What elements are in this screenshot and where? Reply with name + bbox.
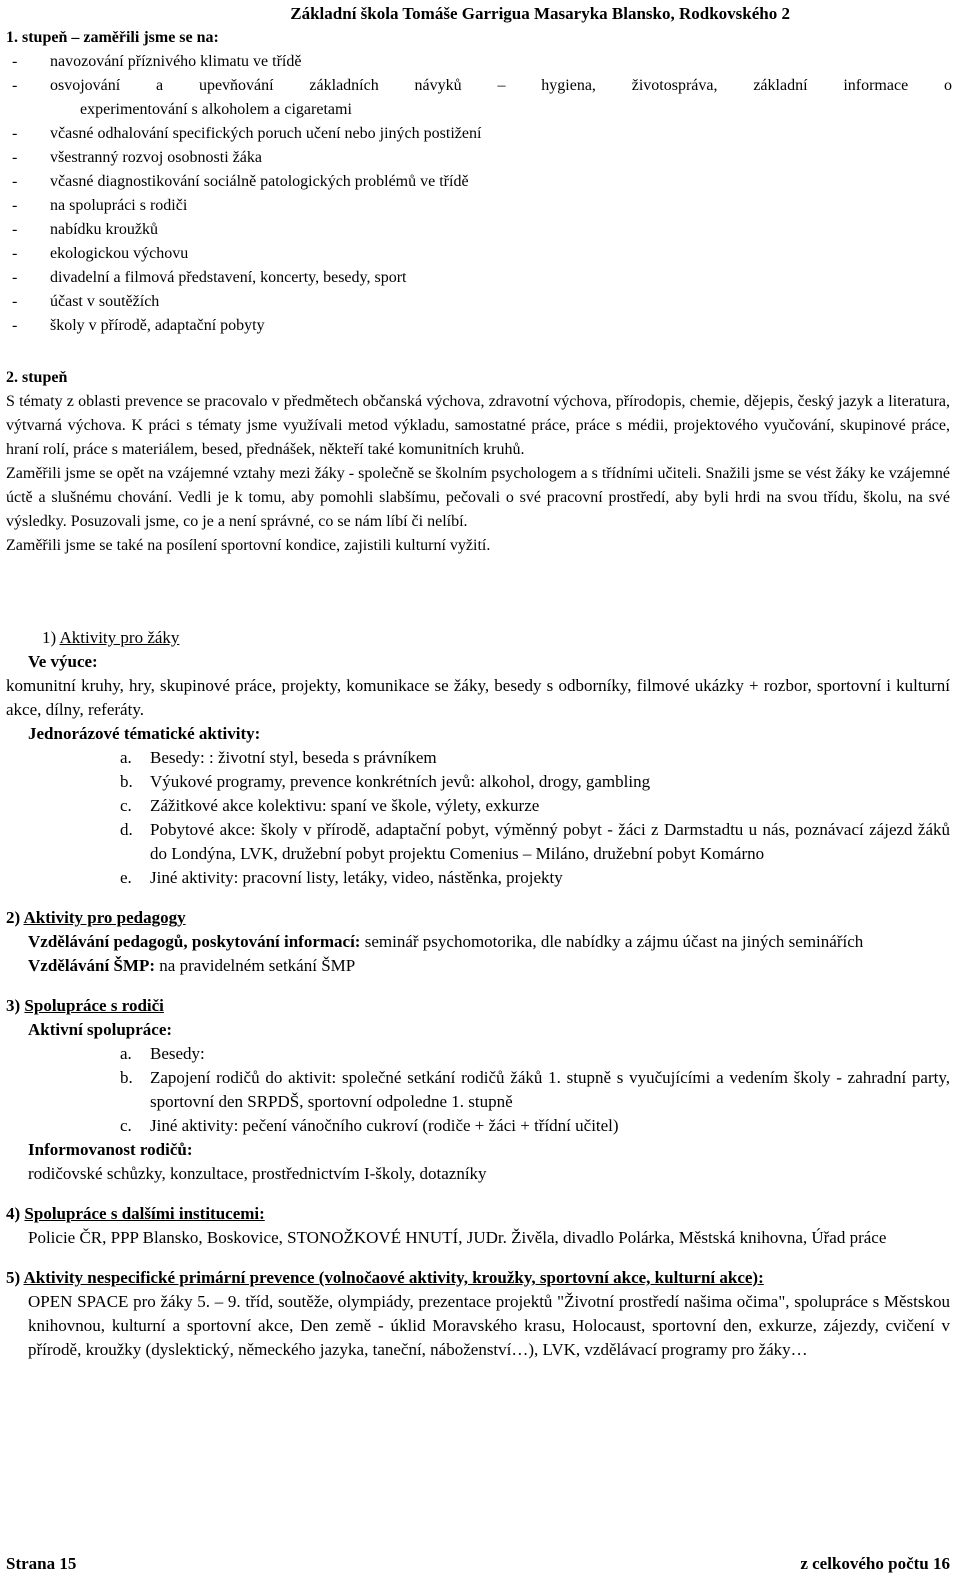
stage2-paragraph: Zaměřili jsme se opět na vzájemné vztahy mezi žáky - společně se školním psychologem a s třídními učiteli. Snažili jsme se vést žáky ke vzájemné úctě a slušnému chování. Vedli je k tomu, aby pomohli slabšímu, pečovali o své pracovní prostředí, aby byli hrdi na svou třídu, školu, na své výsledky. Posuzovali jsme, co je a není správné, co se nám líbí či nelíbí. [6, 465, 950, 530]
section-text: Vzdělávání ŠMP: na pravidelném setkání ŠMP [28, 956, 356, 975]
stage2-section [6, 366, 950, 558]
list-item: a. Besedy: : životní styl, beseda s právníkem [120, 748, 437, 767]
page-number: Strana 15 [6, 1554, 77, 1573]
stage1-heading: 1. stupeň – zaměřili jsme se na: [6, 29, 219, 46]
list-item: - navozování příznivého klimatu ve třídě [12, 53, 302, 70]
list-item: - divadelní a filmová představení, koncerty, besedy, sport [12, 269, 407, 286]
section-subtitle: Jednorázové tématické aktivity: [28, 724, 261, 743]
list-item: - osvojování a upevňování základních návyků – hygiena, životospráva, základní informace o [12, 77, 952, 94]
section-parents [6, 994, 950, 1186]
section-subtitle: Aktivní spolupráce: [28, 1020, 173, 1039]
list-item: - včasné diagnostikování sociálně patologických problémů ve třídě [12, 173, 469, 190]
section-text: Vzdělávání pedagogů, poskytování informací: seminář psychomotorika, dle nabídky a zájmu účast na jiných seminářích [28, 932, 864, 951]
section-subtitle: Ve výuce: [28, 652, 98, 671]
activities-list [6, 746, 950, 890]
list-item: - školy v přírodě, adaptační pobyty [12, 317, 265, 334]
stage2-paragraph: S tématy z oblasti prevence se pracovalo v předmětech občanská výchova, zdravotní výchova, přírodopis, chemie, dějepis, český jazyk a literatura, výtvarná výchova. K práci s tématy jsme využívali metod výkladu, samostatné práce, práce s médii, projektového vyučování, skupinové práce, hraní rolí, práce s materiálem, besed, přednášek, někteří také komunitních kruhů. [6, 393, 950, 458]
list-item: a. Besedy: [120, 1044, 205, 1063]
list-item-continuation: experimentování s alkoholem a cigaretami [80, 101, 352, 118]
list-item: b. Výukové programy, prevence konkrétních jevů: alkohol, drogy, gambling [120, 772, 651, 791]
section-institutions [6, 1202, 950, 1250]
section-text: OPEN SPACE pro žáky 5. – 9. tříd, soutěže, olympiády, prezentace projektů "Životní prostředí našima očima", spolupráce s Městskou knihovnou, kulturní a sportovní akce, Den země - úklid Moravského krasu, Holocaust, sportovní den, exkurze, zájezdy, cvičení v přírodě, kroužky (dyslektický, německého jazyka, taneční, náboženství…), LVK, vzdělávací programy pro žáky… [28, 1292, 950, 1359]
page-total: z celkového počtu 16 [800, 1554, 950, 1573]
list-item: e. Jiné aktivity: pracovní listy, letáky, video, nástěnka, projekty [120, 868, 563, 887]
list-item: b. Zapojení rodičů do aktivit: společné setkání rodičů žáků 1. stupně s vyučujícími a vedením školy - zahradní party, sportovní den SRPDŠ, sportovní odpoledne 1. stupně [120, 1068, 950, 1111]
list-item: - na spolupráci s rodiči [12, 197, 188, 214]
section-text: rodičovské schůzky, konzultace, prostřednictvím I-školy, dotazníky [28, 1164, 487, 1183]
page-header: Základní škola Tomáše Garrigua Masaryka Blansko, Rodkovského 2 [290, 4, 790, 23]
section-students [6, 626, 950, 890]
list-item: c. Zážitkové akce kolektivu: spaní ve škole, výlety, exkurze [120, 796, 540, 815]
stage1-section [6, 26, 956, 338]
list-item: d. Pobytové akce: školy v přírodě, adaptační pobyt, výměnný pobyt - žáci z Darmstadtu u nás, poznávací zájezd žáků do Londýna, LVK, družební pobyt projektu Comenius – Miláno, družební pobyt Komárno [120, 820, 950, 863]
stage2-paragraph: Zaměřili jsme se také na posílení sportovní kondice, zajistili kulturní vyžití. [6, 537, 491, 554]
section-teachers [6, 906, 950, 978]
section-text: komunitní kruhy, hry, skupinové práce, projekty, komunikace se žáky, besedy s odborníky, filmové ukázky + rozbor, sportovní i kulturní akce, dílny, referáty. [6, 676, 950, 719]
section-subtitle: Informovanost rodičů: [28, 1140, 193, 1159]
section-text: Policie ČR, PPP Blansko, Boskovice, STONOŽKOVÉ HNUTÍ, JUDr. Živěla, divadlo Polárka, Městská knihovna, Úřad práce [28, 1228, 887, 1247]
list-item: c. Jiné aktivity: pečení vánočního cukroví (rodiče + žáci + třídní učitel) [120, 1116, 619, 1135]
section-title: 5) Aktivity nespecifické primární prevence (volnočaové aktivity, kroužky, sportovní akce, kulturní akce): [6, 1268, 764, 1287]
list-item: - všestranný rozvoj osobnosti žáka [12, 149, 262, 166]
section-title: 2) Aktivity pro pedagogy [6, 908, 186, 927]
section-title: 4) Spolupráce s dalšími institucemi: [6, 1204, 265, 1223]
section-nonspecific-prevention [6, 1266, 950, 1362]
list-item: - ekologickou výchovu [12, 245, 189, 262]
section-title: 1) Aktivity pro žáky [42, 628, 180, 647]
section-title: 3) Spolupráce s rodiči [6, 996, 164, 1015]
stage2-heading: 2. stupeň [6, 369, 68, 386]
main-sections [6, 626, 950, 1362]
list-item: - účast v soutěžích [12, 293, 160, 310]
list-item: - nabídku kroužků [12, 221, 158, 238]
cooperation-list [6, 1042, 950, 1138]
list-item: - včasné odhalování specifických poruch učení nebo jiných postižení [12, 125, 482, 142]
